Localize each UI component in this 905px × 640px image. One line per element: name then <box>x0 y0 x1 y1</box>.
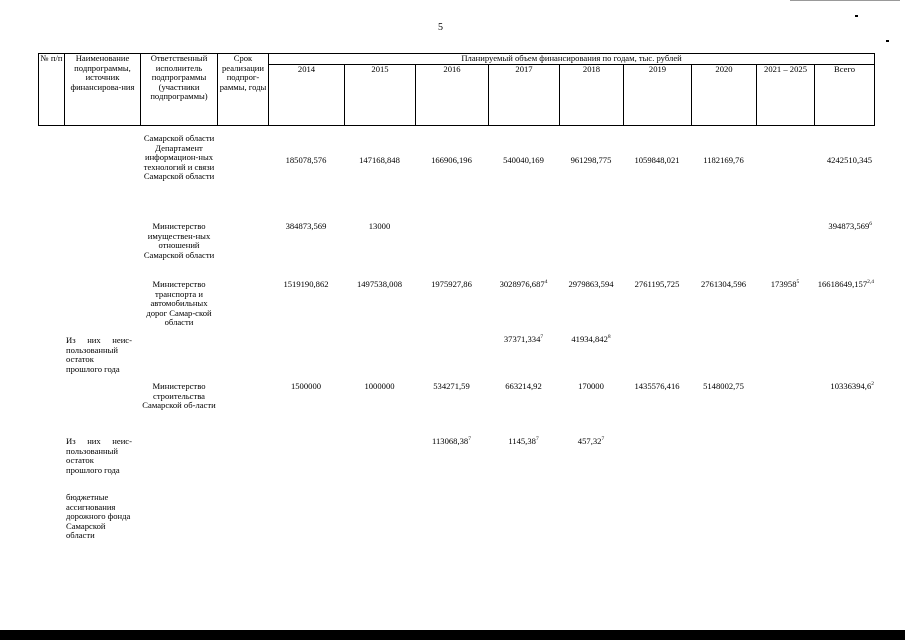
header-table <box>38 53 875 126</box>
total-cell: 4242510,345 <box>826 155 872 165</box>
value-cell: 2761304,596 <box>700 279 747 289</box>
value-cell: 37371,334$^7$ <box>503 334 544 344</box>
year-header: 2016 <box>416 64 489 125</box>
value-cell: 540040,169 <box>503 155 544 165</box>
scan-dot <box>886 40 889 42</box>
value-cell: 384873,569 <box>285 221 327 231</box>
value-cell: 41934,842$^8$ <box>571 334 611 344</box>
value-cell: 1145,38$^7$ <box>508 436 539 446</box>
year-header: 2018 <box>560 64 624 125</box>
value-cell: 170000 <box>578 381 604 391</box>
value-cell: 113068,38$^7$ <box>432 436 471 446</box>
value-cell: 3028976,687$^4$ <box>499 279 548 289</box>
value-cell: 534271,59 <box>433 381 470 391</box>
year-header: 2014 <box>269 64 345 125</box>
total-cell: 16618649,157$^{2,4}$ <box>817 279 874 289</box>
value-cell: 13000 <box>368 221 391 231</box>
page-number: 5 <box>438 22 443 33</box>
col-name-header: Наименование подпрограммы, источник финансирова-ния <box>65 54 141 126</box>
scan-bottom-edge <box>0 630 905 640</box>
value-cell: 1059848,021 <box>634 155 680 165</box>
value-cell: 457,32$^7$ <box>577 436 605 446</box>
value-cell: 185078,576 <box>285 155 327 165</box>
value-cell: 961298,775 <box>570 155 612 165</box>
col-num-header: № п/п <box>39 54 65 126</box>
col-term-header: Срок реализации подпрог-раммы, годы <box>218 54 269 126</box>
executor-ministry-construction: Министерство строительства Самарской об-ласти <box>142 381 216 411</box>
value-cell: 2761195,725 <box>634 279 680 289</box>
col-funding-group-header: Планируемый объем финансирования по годам, тыс. рублей <box>269 54 875 65</box>
total-header: Всего <box>815 64 875 125</box>
value-cell: 1975927,86 <box>431 279 472 289</box>
value-cell: 166906,196 <box>431 155 472 165</box>
col-executor-header: Ответственный исполнитель подпрограммы (участники подпрограммы) <box>141 54 218 126</box>
value-cell: 147168,848 <box>359 155 400 165</box>
value-cell: 2979863,594 <box>568 279 614 289</box>
year-header: 2019 <box>624 64 692 125</box>
value-cell: 173958$^5$ <box>770 279 800 289</box>
total-cell: 394873,569$^6$ <box>828 221 872 231</box>
year-header: 2015 <box>345 64 416 125</box>
value-cell: 1435576,416 <box>634 381 680 391</box>
year-header: 2021 – 2025 <box>757 64 815 125</box>
executor-ministry-transport: Министерство транспорта и автомобильных дорог Самар-ской области <box>146 279 212 328</box>
value-cell: 1500000 <box>290 381 322 391</box>
executor-ministry-property: Министерство имуществен-ных отношений Самарской области <box>143 221 215 260</box>
value-cell: 1000000 <box>364 381 395 391</box>
value-cell: 5148002,75 <box>703 381 744 391</box>
value-cell: 1182169,76 <box>703 155 744 165</box>
scan-top-line <box>790 0 900 1</box>
value-cell: 1497538,008 <box>356 279 403 289</box>
year-header: 2020 <box>692 64 757 125</box>
unused-remainder-label: Из них неис-пользованный остаток прошлого года <box>66 335 132 374</box>
scan-dot <box>855 15 858 17</box>
executor-dept-it: Самарской области Департамент информацион-ных технологий и связи Самарской области <box>143 133 215 182</box>
value-cell: 1519190,862 <box>283 279 329 289</box>
value-cell: 663214,92 <box>505 381 542 391</box>
total-cell: 10336394,6$^2$ <box>830 381 874 391</box>
road-fund-label: бюджетные ассигнования дорожного фонда Самарской области <box>66 492 131 541</box>
unused-remainder-label: Из них неис-пользованный остаток прошлого года <box>66 436 132 475</box>
year-header: 2017 <box>489 64 560 125</box>
